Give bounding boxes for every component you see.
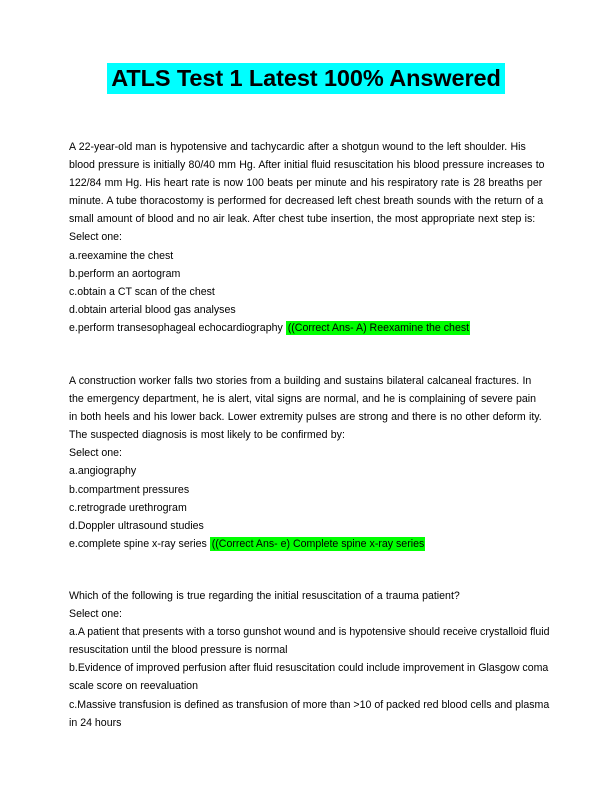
answer-option[interactable]: b.Evidence of improved perfusion after fluid resuscitation could include improvement in Glasgow coma scale score on reevaluation — [69, 662, 549, 693]
page-title-highlight: ATLS Test 1 Latest 100% Answered — [107, 63, 504, 94]
answer-option[interactable]: a.angiography — [69, 465, 137, 478]
answer-option[interactable]: c.retrograde urethrogram — [69, 501, 187, 514]
answer-option-text: e.complete spine x-ray series — [69, 537, 207, 550]
question-block-1 — [69, 138, 546, 337]
answer-option[interactable]: d.obtain arterial blood gas analyses — [69, 303, 236, 316]
question-stem: A construction worker falls two stories from a building and sustains bilateral calcaneal fractures. In the emergency department, he is alert, vital signs are normal, and he is complaining of severe pain in both heels and his lower back. Lower extremity pulses are strong and there is no other deform ity. The suspected diagnosis is most likely to be confirmed by: — [69, 375, 542, 442]
page-title — [69, 64, 543, 93]
correct-answer-highlight: ((Correct Ans- e) Complete spine x-ray series — [211, 537, 425, 550]
answer-option[interactable]: b.compartment pressures — [69, 483, 190, 496]
answer-option[interactable]: d.Doppler ultrasound studies — [69, 519, 204, 532]
answer-options-list — [69, 623, 550, 732]
select-one-label: Select one: — [69, 447, 123, 460]
question-stem: Which of the following is true regarding the initial resuscitation of a trauma patient? — [69, 590, 460, 602]
answer-option[interactable]: c.Massive transfusion is defined as transfusion of more than >10 of packed red blood cells and plasma in 24 hours — [69, 698, 550, 729]
answer-option[interactable]: a.A patient that presents with a torso gunshot wound and is hypotensive should receive crystalloid fluid resuscitation until the blood pressure is normal — [69, 626, 550, 657]
answer-option[interactable]: c.obtain a CT scan of the chest — [69, 285, 215, 298]
correct-answer-highlight: ((Correct Ans- A) Reexamine the chest — [287, 321, 470, 334]
answer-option-with-answer[interactable] — [69, 535, 546, 553]
select-one-label: Select one: — [69, 231, 123, 244]
answer-option-text: e.perform transesophageal echocardiography — [69, 321, 283, 334]
question-block-2 — [69, 372, 546, 553]
answer-options-list — [69, 247, 546, 337]
question-block-3 — [69, 587, 550, 732]
question-stem: A 22-year-old man is hypotensive and tachycardic after a shotgun wound to the left shoulder. His blood pressure is initially 80/40 mm Hg. After initial fluid resuscitation his blood pressure increases to 122/84 mm Hg. His heart rate is now 100 beats per minute and his respiratory rate is 28 breaths per minute. A tube thoracostomy is performed for decreased left chest breath sounds with the return of a small amount of blood and no air leak. After chest tube insertion, the most appropriate next step is: — [69, 141, 545, 226]
answer-option[interactable]: b.perform an aortogram — [69, 267, 181, 280]
answer-options-list — [69, 462, 546, 552]
answer-option[interactable]: a.reexamine the chest — [69, 249, 174, 262]
select-one-label: Select one: — [69, 608, 123, 621]
answer-option-with-answer[interactable] — [69, 319, 546, 337]
